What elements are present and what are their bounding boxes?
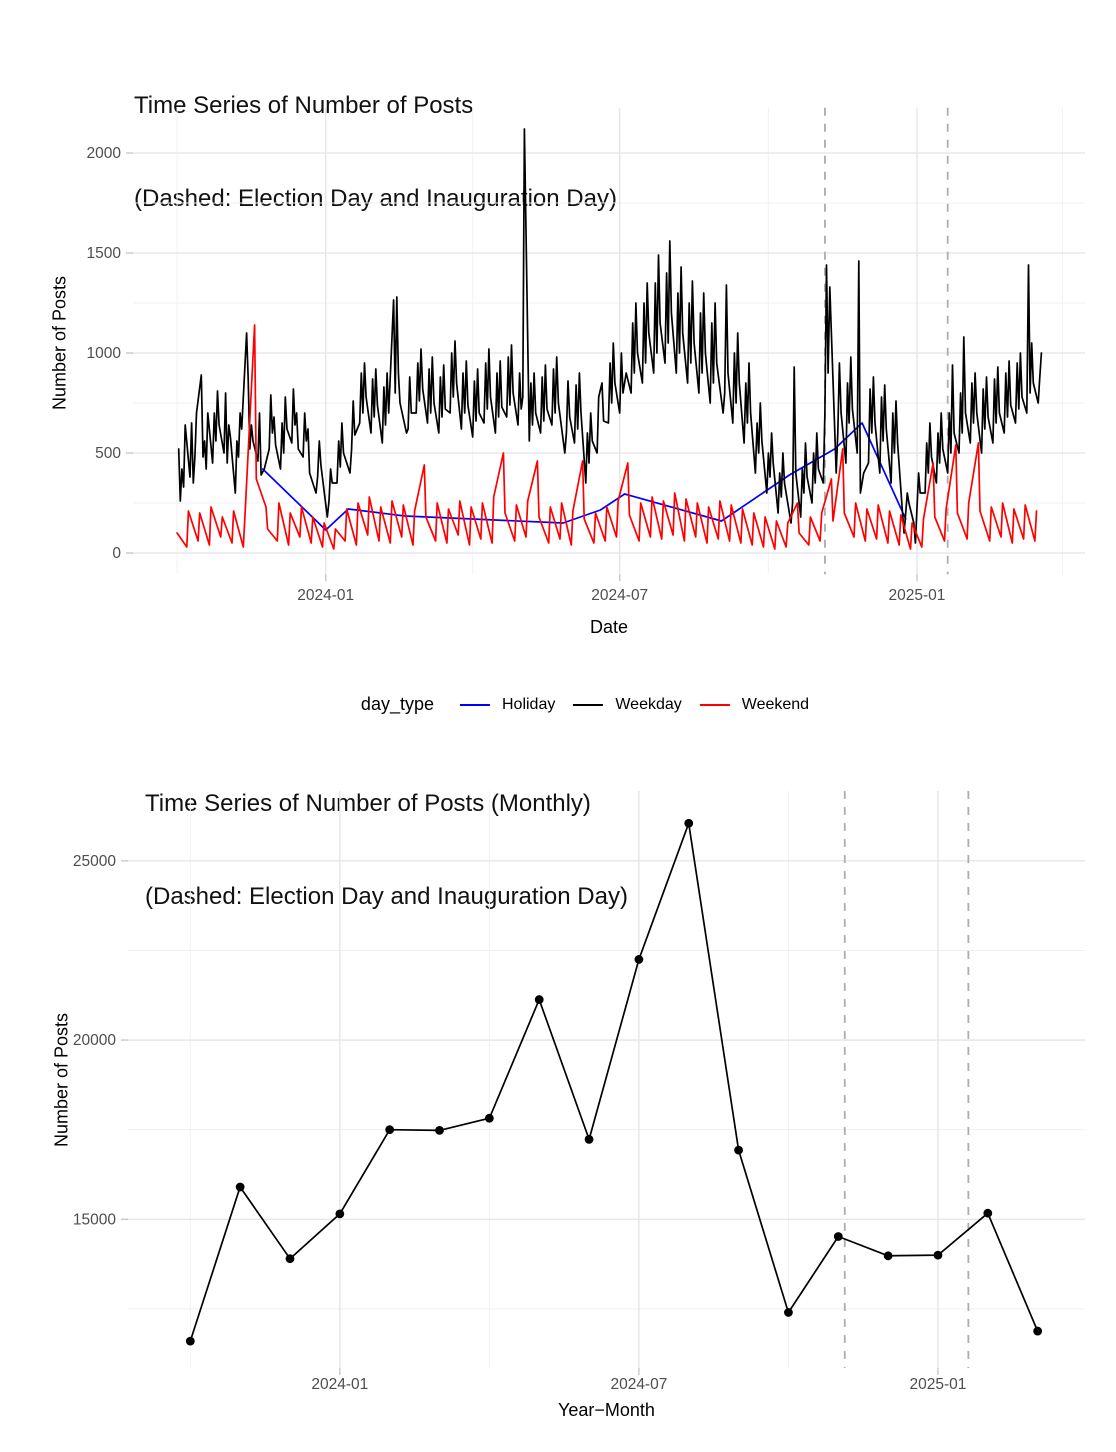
legend-label-weekday: Weekday bbox=[615, 695, 682, 713]
monthly-chart-title-line2: (Dashed: Election Day and Inauguration Day) bbox=[145, 883, 628, 910]
legend-item-weekend bbox=[700, 696, 809, 714]
svg-text:2024-07: 2024-07 bbox=[591, 587, 649, 604]
svg-text:2000: 2000 bbox=[86, 145, 121, 162]
weekday-line-key-icon bbox=[573, 704, 603, 706]
legend bbox=[361, 694, 809, 715]
svg-text:2024-01: 2024-01 bbox=[297, 587, 355, 604]
svg-text:1500: 1500 bbox=[86, 245, 121, 262]
legend-label-holiday: Holiday bbox=[501, 695, 556, 713]
monthly-chart-title-line1: Time Series of Number of Posts (Monthly) bbox=[145, 790, 591, 817]
daily-chart-title-line2: (Dashed: Election Day and Inauguration Day) bbox=[134, 185, 617, 212]
daily-chart-svg bbox=[0, 95, 1116, 655]
monthly-y-axis-title: Number of Posts bbox=[51, 1012, 72, 1148]
svg-text:2025-01: 2025-01 bbox=[888, 587, 946, 604]
svg-text:2024-01: 2024-01 bbox=[311, 1376, 369, 1393]
svg-text:25000: 25000 bbox=[72, 852, 116, 870]
svg-text:1000: 1000 bbox=[86, 345, 121, 362]
legend-title: day_type bbox=[360, 694, 434, 714]
legend-label-weekend: Weekend bbox=[741, 695, 810, 713]
daily-y-axis-title: Number of Posts bbox=[49, 275, 70, 411]
svg-text:0: 0 bbox=[112, 545, 121, 562]
daily-x-axis-title: Date bbox=[589, 617, 629, 637]
daily-chart-title-line1: Time Series of Number of Posts bbox=[134, 92, 474, 119]
weekend-line-key-icon bbox=[700, 704, 730, 706]
svg-text:15000: 15000 bbox=[72, 1211, 116, 1229]
monthly-x-axis-title: Year−Month bbox=[558, 1400, 655, 1420]
svg-text:500: 500 bbox=[95, 445, 121, 462]
monthly-chart-svg bbox=[0, 788, 1116, 1452]
legend-item-weekday bbox=[573, 696, 681, 714]
svg-text:2025-01: 2025-01 bbox=[909, 1376, 967, 1393]
legend-item-holiday bbox=[460, 696, 555, 714]
svg-text:20000: 20000 bbox=[72, 1032, 116, 1050]
holiday-line-key-icon bbox=[460, 704, 490, 706]
svg-text:2024-07: 2024-07 bbox=[610, 1376, 668, 1393]
